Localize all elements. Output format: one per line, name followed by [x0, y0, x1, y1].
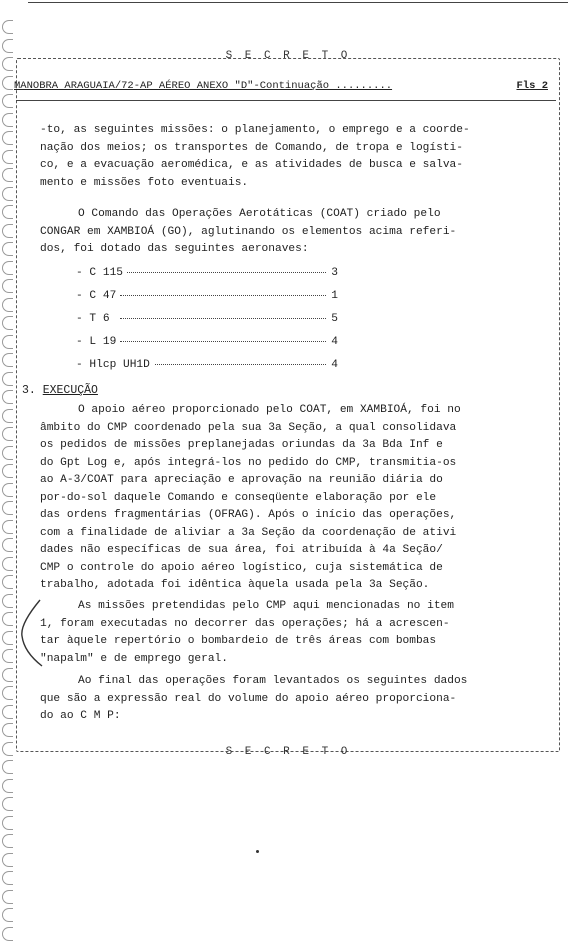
aircraft-row — [76, 308, 338, 331]
section-title: EXECUÇÃO — [42, 384, 98, 397]
page-top-edge — [28, 2, 568, 3]
header-rule — [16, 100, 556, 101]
page-number: Fls 2 — [516, 80, 548, 92]
text-line: trabalho, adotada foi idêntica àquela usada pela 3a Seção. — [40, 579, 430, 591]
section-number: 3. — [22, 384, 36, 397]
paragraph-5 — [40, 673, 510, 726]
aircraft-row — [76, 331, 338, 354]
aircraft-name: - L 19 — [76, 336, 120, 348]
classification-bottom — [10, 746, 566, 758]
aircraft-name: - C 47 — [76, 290, 120, 302]
text-line: CMP o controle do apoio aéreo logístico, cuja sistemática de — [40, 561, 443, 574]
leader-dots — [120, 272, 326, 273]
aircraft-qty: 4 — [328, 354, 338, 377]
aircraft-list — [76, 262, 338, 377]
text-line: O apoio aéreo proporcionado pelo COAT, em XAMBIOÁ, foi no — [78, 404, 461, 416]
text-line: ao A-3/COAT para apreciação e aprovação na reunião diária do — [40, 474, 443, 486]
text-line: tar àquele repertório o bombardeio de três áreas com bombas — [40, 635, 437, 647]
leader-dots — [120, 341, 326, 342]
leader-dots — [120, 318, 326, 319]
header-title: MANOBRA ARAGUAIA/72-AP AÉREO ANEXO "D"-Continuação ......... — [14, 80, 393, 92]
aircraft-qty: 1 — [328, 285, 338, 308]
classification-top-label: S E C R E T O — [225, 50, 351, 62]
paragraph-3 — [40, 402, 510, 595]
paper-speck — [256, 850, 259, 853]
aircraft-name: - Hlcp UH1D — [76, 359, 154, 371]
text-line: "napalm" e de emprego geral. — [40, 652, 228, 665]
text-line: que são a expressão real do volume do apoio aéreo proporciona- — [40, 692, 457, 705]
text-line: -to, as seguintes missões: o planejamento, o emprego e a coorde- — [40, 124, 470, 136]
section-heading — [22, 384, 98, 397]
text-line: As missões pretendidas pelo CMP aqui mencionadas no item — [78, 600, 454, 612]
classification-bottom-label: S E C R E T O — [225, 746, 351, 758]
text-line: por-do-sol daquele Comando e conseqüente elaboração por ele — [40, 491, 437, 504]
paragraph-1 — [40, 122, 510, 192]
text-line: dos, foi dotado das seguintes aeronaves: — [40, 243, 309, 255]
page-header — [14, 80, 554, 92]
text-line: os pedidos de missões preplanejadas oriundas da 3a Bda Inf e — [40, 439, 443, 451]
aircraft-row — [76, 262, 338, 285]
text-line: das ordens fragmentárias (OFRAG). Após o início das operações, — [40, 509, 457, 521]
aircraft-qty: 4 — [328, 331, 338, 354]
aircraft-row — [76, 285, 338, 308]
text-line: do ao C M P: — [40, 710, 121, 722]
text-line: mento e missões foto eventuais. — [40, 176, 249, 189]
aircraft-row — [76, 354, 338, 377]
document-page — [10, 0, 566, 948]
text-line: âmbito do CMP coordenado pela sua 3a Seção, a qual consolidava — [40, 421, 457, 434]
text-line: co, e a evacuação aeromédica, e as atividades de busca e salva- — [40, 159, 463, 171]
text-line: dades não específicas de sua área, foi atribuída à 4a Seção/ — [40, 544, 443, 556]
text-line: Ao final das operações foram levantados os seguintes dados — [78, 675, 468, 687]
aircraft-name: - C 115 — [76, 267, 127, 279]
paragraph-4 — [40, 598, 510, 668]
text-line: O Comando das Operações Aerotáticas (COAT) criado pelo — [78, 208, 441, 220]
paragraph-2 — [40, 206, 510, 259]
leader-dots — [120, 295, 326, 296]
aircraft-qty: 3 — [328, 262, 338, 285]
aircraft-name: - T 6 — [76, 313, 114, 325]
text-line: do Gpt Log e, após integrá-los no pedido do CMP, transmitia-os — [40, 456, 457, 469]
text-line: 1, foram executadas no decorrer das operações; há a acrescen- — [40, 617, 450, 630]
text-line: com a finalidade de aliviar a 3a Seção da coordenação de ativi — [40, 526, 457, 539]
text-line: nação dos meios; os transportes de Comando, de tropa e logísti- — [40, 141, 463, 154]
aircraft-qty: 5 — [328, 308, 338, 331]
text-line: CONGAR em XAMBIOÁ (GO), aglutinando os elementos acima referi- — [40, 225, 457, 238]
